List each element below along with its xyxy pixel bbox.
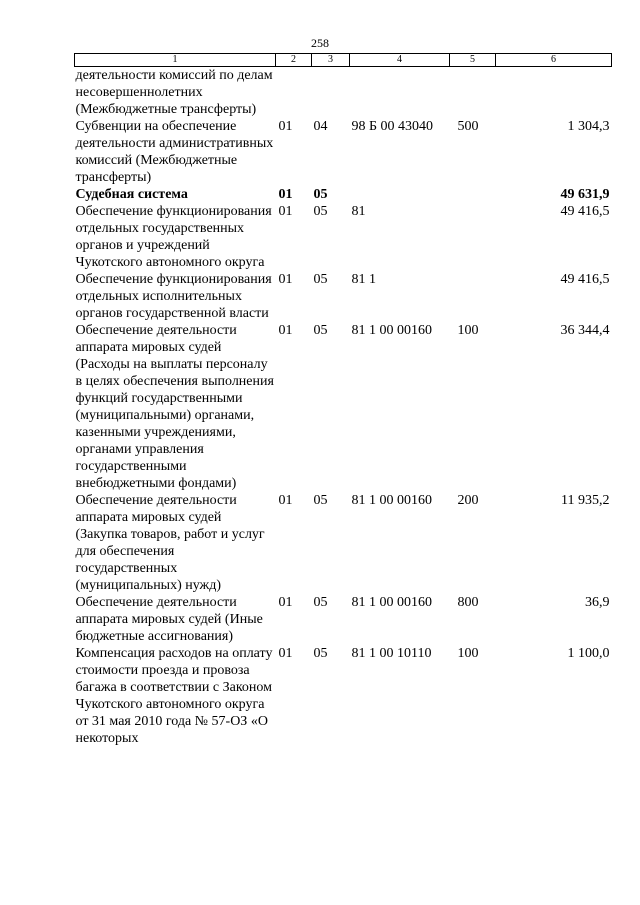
row-subsection: 05 — [313, 595, 328, 610]
table-row — [75, 203, 612, 271]
row-expense-type: 100 — [457, 323, 479, 338]
row-target-article — [350, 67, 450, 119]
row-section: 01 — [278, 204, 293, 219]
row-amount: 36 344,4 — [560, 323, 610, 338]
table-row — [75, 271, 612, 322]
row-subsection: 05 — [313, 187, 328, 202]
row-section — [276, 67, 312, 119]
column-number-row — [75, 54, 612, 67]
table-row — [75, 118, 612, 186]
table-row — [75, 67, 612, 119]
column-number: 4 — [350, 54, 450, 67]
row-amount: 49 416,5 — [560, 204, 610, 219]
budget-table — [74, 53, 612, 747]
row-target-article: 98 Б 00 43040 — [351, 119, 434, 134]
row-expense-type — [450, 186, 496, 203]
row-subsection: 05 — [313, 493, 328, 508]
row-amount: 11 935,2 — [561, 493, 610, 508]
row-name: Обеспечение деятельности аппарата мировых судей (Иные бюджетные ассигнования) — [75, 595, 263, 644]
row-target-article: 81 1 00 10110 — [351, 646, 432, 661]
table-row — [75, 322, 612, 492]
row-name: Обеспечение функционирования отдельных государственных органов и учреждений Чукотского автономного округа — [75, 204, 272, 270]
row-subsection: 04 — [313, 119, 328, 134]
row-target-article — [350, 186, 450, 203]
row-amount: 1 100,0 — [567, 646, 610, 661]
row-name: Обеспечение деятельности аппарата мировых судей (Закупка товаров, работ и услуг для обеспечения государственных (муниципальных) нужд) — [75, 493, 265, 593]
table-row — [75, 492, 612, 594]
row-target-article: 81 1 00 00160 — [351, 323, 432, 338]
row-expense-type — [450, 67, 496, 119]
row-name: Компенсация расходов на оплату стоимости проезда и провоза багажа в соответствии с Законом Чукотского автономного округа от 31 мая 2010 года № 57-ОЗ «О некоторых — [75, 646, 273, 746]
row-expense-type: 100 — [457, 646, 479, 661]
row-section: 01 — [278, 646, 293, 661]
row-subsection: 05 — [313, 272, 328, 287]
row-expense-type — [450, 203, 496, 271]
row-amount — [496, 67, 612, 119]
row-name: деятельности комиссий по делам несовершеннолетних (Межбюджетные трансферты) — [75, 68, 273, 117]
column-number: 6 — [496, 54, 612, 67]
row-subsection — [312, 67, 350, 119]
row-expense-type: 800 — [457, 595, 479, 610]
page-number: 258 — [311, 36, 329, 50]
row-section: 01 — [278, 272, 293, 287]
row-expense-type: 500 — [457, 119, 479, 134]
row-section: 01 — [278, 493, 293, 508]
row-subsection: 05 — [313, 646, 328, 661]
row-name: Субвенции на обеспечение деятельности административных комиссий (Межбюджетные трансферты) — [75, 119, 274, 185]
row-name: Судебная система — [75, 187, 188, 202]
row-target-article: 81 1 00 00160 — [351, 493, 432, 508]
row-name: Обеспечение функционирования отдельных исполнительных органов государственной власти — [75, 272, 272, 321]
row-expense-type: 200 — [457, 493, 479, 508]
row-amount: 36,9 — [585, 595, 610, 610]
table-body — [75, 67, 612, 748]
table-row — [75, 594, 612, 645]
row-target-article: 81 1 00 00160 — [351, 595, 432, 610]
row-expense-type — [450, 271, 496, 322]
row-amount: 49 416,5 — [560, 272, 610, 287]
table-row — [75, 645, 612, 747]
row-amount: 49 631,9 — [560, 187, 610, 202]
row-amount: 1 304,3 — [567, 119, 610, 134]
row-section: 01 — [278, 187, 293, 202]
column-number: 1 — [75, 54, 276, 67]
row-subsection: 05 — [313, 204, 328, 219]
column-number: 3 — [312, 54, 350, 67]
table-row — [75, 186, 612, 203]
row-name: Обеспечение деятельности аппарата мировых судей (Расходы на выплаты персоналу в целях обеспечения выполнения функций государственными (муниципальными) органами, казенными учреждениями, органами управления государственными внебюджетными фондами) — [75, 323, 274, 491]
row-target-article: 81 1 — [351, 272, 376, 287]
row-section: 01 — [278, 595, 293, 610]
row-section: 01 — [278, 119, 293, 134]
row-section: 01 — [278, 323, 293, 338]
column-number: 5 — [450, 54, 496, 67]
row-subsection: 05 — [313, 323, 328, 338]
column-number: 2 — [276, 54, 312, 67]
row-target-article: 81 — [351, 204, 366, 219]
